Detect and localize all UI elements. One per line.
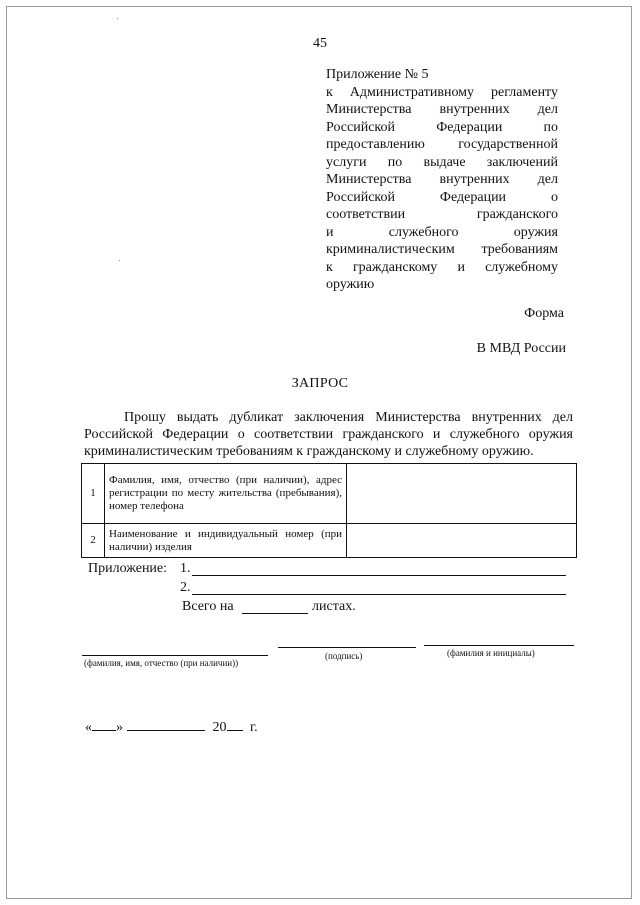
annex-line: оружию [326,277,375,292]
total-suffix: листах. [312,599,356,614]
annex-line: криминалистическим требованиям [326,242,558,257]
annex-line: соответствии гражданского [326,207,558,222]
name-signature-line[interactable] [82,655,268,656]
attachment-label: Приложение: [88,561,168,576]
annex-line: к гражданскому и служебному [326,259,558,275]
signature-caption: (подпись) [325,651,363,661]
annex-line: и служебного оружия [326,224,558,240]
annex-header [326,66,558,294]
row-number: 2 [82,524,105,558]
scan-speck [117,18,118,19]
annex-line: предоставлению государственной [326,137,558,152]
initials-caption: (фамилия и инициалы) [447,648,535,658]
total-prefix: Всего на [182,599,234,614]
date-year-prefix: 20 [212,720,227,735]
annex-line: Министерства внутренних дел [326,172,558,187]
annex-line: Приложение № 5 [326,67,429,82]
attachment-item-2-field[interactable] [192,580,566,595]
request-form-table [81,463,577,558]
table-row [82,524,577,558]
date-open-quote: « [85,720,92,735]
annex-line: Министерства внутренних дел [326,102,558,117]
attachment-total-row [88,599,578,618]
annex-line: к Административному регламенту [326,84,558,100]
row-label: Фамилия, имя, отчество (при наличии), адрес регистрации по месту жительства (пребывания), номер телефона [105,464,347,524]
table-row [82,464,577,524]
attachment-item-1-field[interactable] [192,561,566,576]
attachment-item-number: 2. [180,580,191,595]
annex-line: Российской Федерации о [326,189,558,205]
date-month-field[interactable] [127,718,205,731]
request-line: криминалистическим требованиям к гражданскому и служебному оружию. [84,444,534,459]
request-line: Прошу выдать дубликат заключения Министерства внутренних дел [124,410,573,425]
annex-line: Российской Федерации по [326,119,558,135]
sheet-count-field[interactable] [242,599,308,614]
attachment-row-1 [88,561,578,580]
addressee: В МВД России [476,341,566,356]
request-line: Российской Федерации о соответствии гражданского и служебного оружия [84,427,573,442]
form-label: Форма [524,306,564,321]
date-year-field[interactable] [227,718,243,731]
applicant-info-field[interactable] [347,464,577,524]
row-number: 1 [82,464,105,524]
initials-signature-line[interactable] [424,645,574,646]
date-year-suffix: г. [250,720,258,735]
annex-line: услуги по выдаче заключений [326,154,558,170]
item-info-field[interactable] [347,524,577,558]
date-close-quote: » [116,720,123,735]
attachment-item-number: 1. [180,561,191,576]
attachment-section [88,561,578,618]
signature-line[interactable] [278,647,416,648]
row-label: Наименование и индивидуальный номер (при наличии) изделия [105,524,347,558]
document-title: ЗАПРОС [291,376,349,391]
date-line [85,718,258,736]
name-caption: (фамилия, имя, отчество (при наличии)) [84,658,239,668]
page-number: 45 [313,36,327,51]
attachment-row-2 [88,580,578,599]
request-text [84,409,573,460]
date-day-field[interactable] [92,718,116,731]
scan-speck [119,260,120,261]
